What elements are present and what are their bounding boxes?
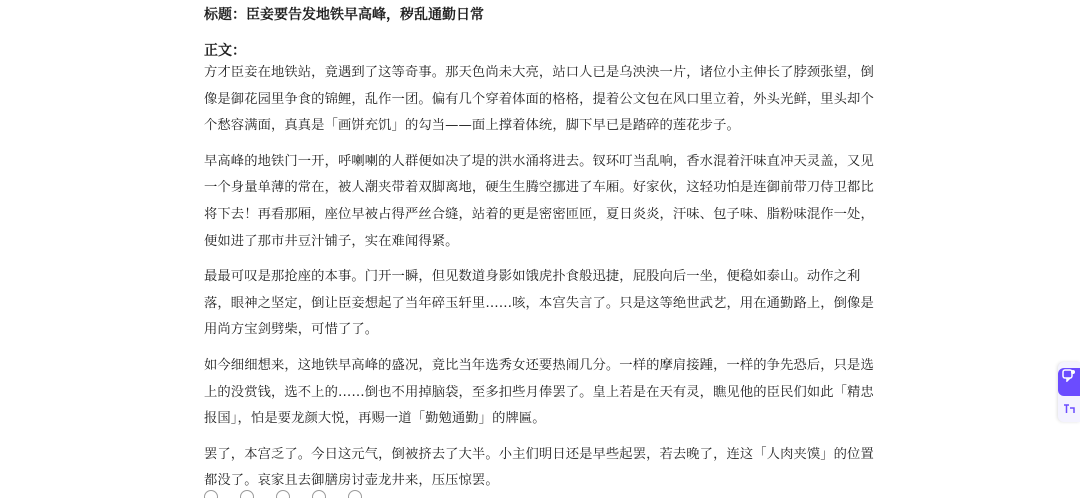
paragraph-4: 如今细细想来，这地铁早高峰的盛况，竟比当年选秀女还要热闹几分。一样的摩肩接踵，一样的争先恐后，只是选上的没赏钱，选不上的……倒也不用掉脑袋，至多扣些月俸罢了。皇上若是在天有灵，瞧见他的臣民们如此「精忠报国」，怕是要龙颜大悦，再赐一道「勤勉通勤」的牌匾。 — [204, 357, 874, 427]
article — [204, 0, 880, 495]
share-icon[interactable] — [276, 490, 290, 498]
dislike-icon[interactable] — [348, 490, 362, 498]
translate-icon[interactable] — [1058, 368, 1080, 396]
copy-icon[interactable] — [204, 490, 218, 498]
paragraph-2: 早高峰的地铁门一开，呼喇喇的人群便如决了堤的洪水涌将进去。钗环叮当乱响，香水混着汗味直冲天灵盖，又见一个身量单薄的常在，被人潮夹带着双脚离地，硬生生腾空挪进了车厢。好家伙，这轻功怕是连御前带刀侍卫都比将下去！再看那厢，座位早被占得严丝合缝，站着的更是密密匝匝，夏日炎炎，汗味、包子味、脂粉味混作一处，便如进了那市井豆汁铺子，实在难闻得紧。 — [204, 153, 874, 249]
paragraph-5: 罢了，本宫乏了。今日这元气，倒被挤去了大半。小主们明日还是早些起罢，若去晚了，连这「人肉夹馍」的位置都没了。哀家且去御膳房讨壶龙井来，压压惊罢。 — [204, 446, 874, 489]
paragraph-1: 方才臣妾在地铁站，竟遇到了这等奇事。那天色尚未大亮，站口人已是乌泱泱一片，诸位小主伸长了脖颈张望，倒像是御花园里争食的锦鲤，乱作一团。偏有几个穿着体面的格格，提着公文包在风口里立着，外头光鲜，里头却个个愁容满面，真真是「画饼充饥」的勾当——面上撑着体统，脚下早已是踏碎的莲花步子。 — [204, 65, 874, 134]
paragraph-3: 最最可叹是那抢座的本事。门开一瞬，但见数道身影如饿虎扑食般迅捷，屁股向后一坐，便稳如泰山。动作之利落，眼神之坚定，倒让臣妾想起了当年碎玉轩里……咳，本宫失言了。只是这等绝世武艺，用在通勤路上，倒像是用尚方宝剑劈柴，可惜了了。 — [204, 269, 874, 338]
side-toolbar — [1058, 362, 1080, 422]
like-icon[interactable] — [312, 490, 326, 498]
article-title: 标题：臣妾要告发地铁早高峰，秽乱通勤日常 — [204, 7, 484, 23]
response-actions — [204, 490, 362, 498]
ai-assist-icon[interactable] — [1058, 402, 1080, 430]
edit-icon[interactable] — [240, 490, 254, 498]
body-label: 正文： — [204, 43, 246, 59]
